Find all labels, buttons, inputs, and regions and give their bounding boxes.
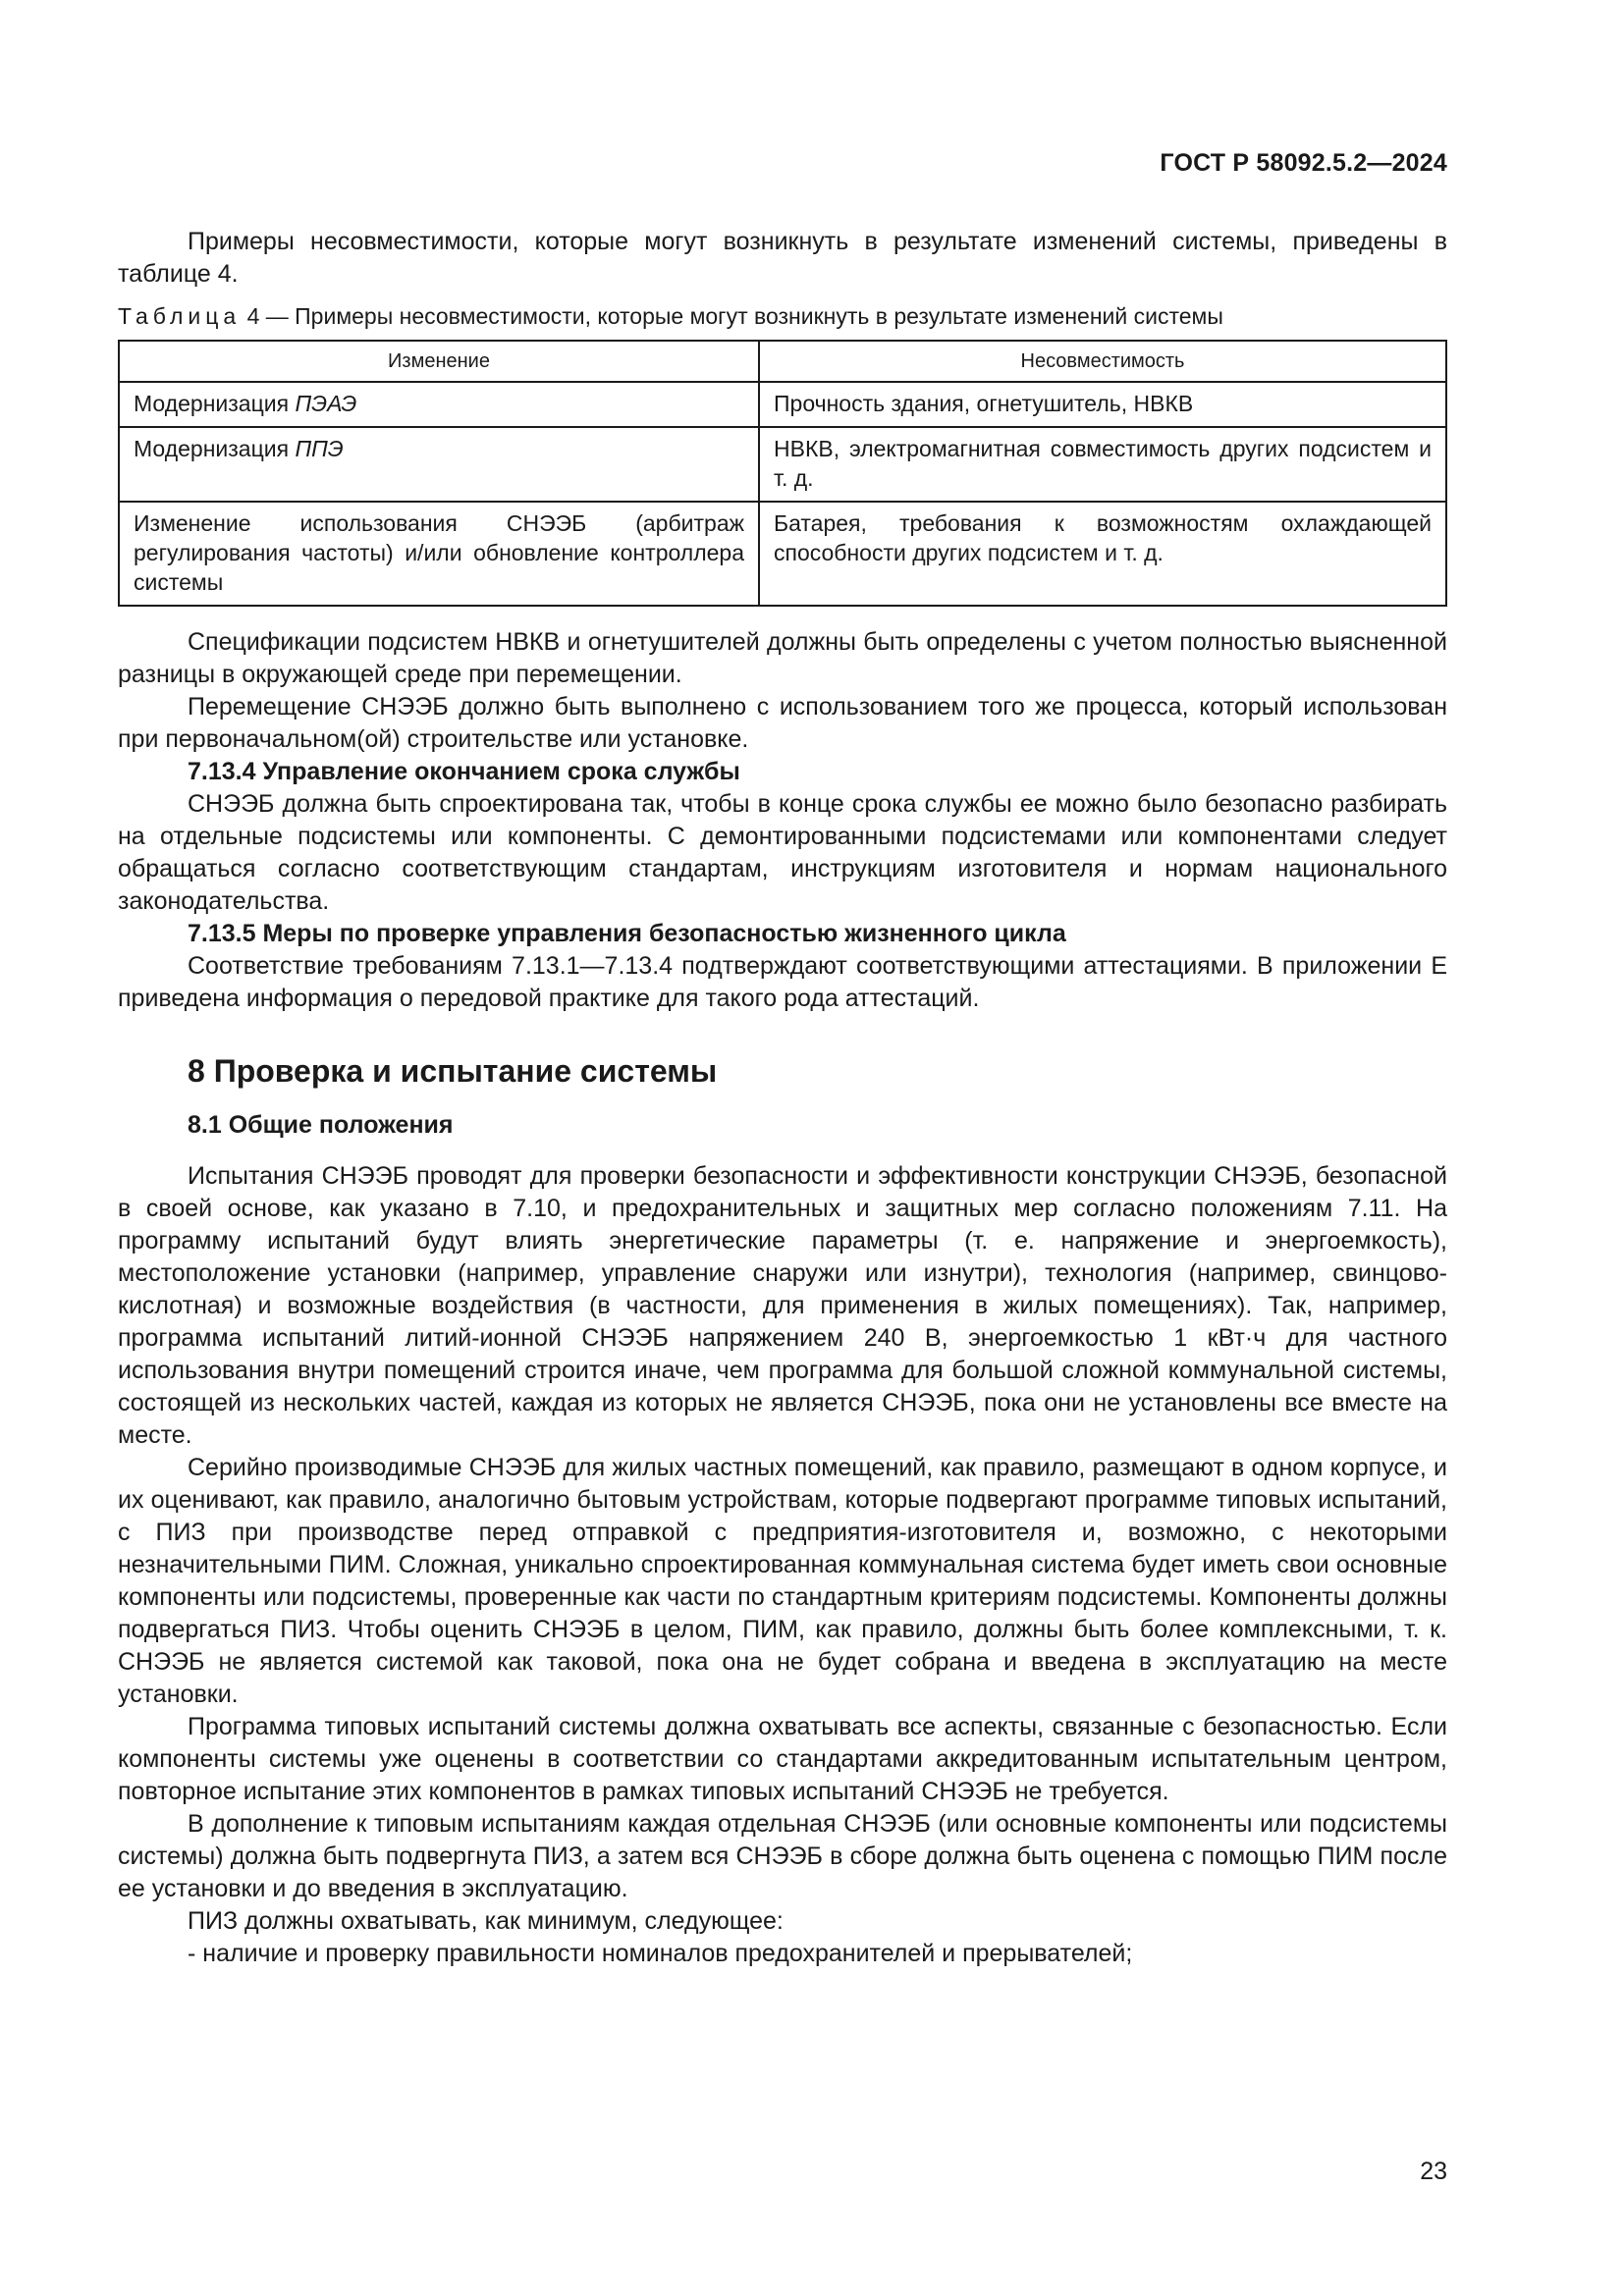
table-header-row: [119, 341, 1446, 382]
table-caption-text: 4 — Примеры несовместимости, которые могут возникнуть в результате изменений системы: [246, 303, 1223, 329]
body-paragraph: Серийно производимые СНЭЭБ для жилых частных помещений, как правило, размещают в одном корпусе, и их оценивают, как правило, аналогично бытовым устройствам, которые подвергают программе типовых испытаний, с ПИЗ при производстве перед отправкой с предприятия-изготовителя и, возможно, с некоторыми незначительными ПИМ. Сложная, уникально спроектированная коммунальная система будет иметь свои основные компоненты или подсистемы, проверенные как части по стандартным критериям подсистемы. Компоненты должны подвергаться ПИЗ. Чтобы оценить СНЭЭБ в целом, ПИМ, как правило, должны быть более комплексными, т. к. СНЭЭБ не является системой как таковой, пока она не будет собрана и введена в эксплуатацию на месте установки.: [118, 1454, 1447, 1708]
table-caption-word: Таблица: [118, 303, 242, 329]
body-paragraph: Спецификации подсистем НВКВ и огнетушителей должны быть определены с учетом полностью выясненной разницы в окружающей среде при перемещении.: [118, 628, 1447, 688]
table-cell-change: [119, 427, 759, 502]
table-cell-incompatibility: Батарея, требования к возможностям охлаждающей способности других подсистем и т. д.: [759, 502, 1446, 606]
column-header-change: Изменение: [119, 341, 759, 382]
body-paragraph: Соответствие требованиям 7.13.1—7.13.4 подтверждают соответствующими аттестациями. В приложении Е приведена информация о передовой практике для такого рода аттестаций.: [118, 952, 1447, 1012]
table-cell-change: Изменение использования СНЭЭБ (арбитраж регулирования частоты) и/или обновление контроллера системы: [119, 502, 759, 606]
body-paragraph: Программа типовых испытаний системы должна охватывать все аспекты, связанные с безопасностью. Если компоненты системы уже оценены в соответствии со стандартами аккредитованным испытательным центром, повторное испытание этих компонентов в рамках типовых испытаний СНЭЭБ не требуется.: [118, 1713, 1447, 1805]
list-item: - наличие и проверку правильности номиналов предохранителей и прерывателей;: [188, 1940, 1133, 1967]
table-cell-change: [119, 382, 759, 427]
page-number: 23: [1420, 2158, 1447, 2185]
body-paragraph: ПИЗ должны охватывать, как минимум, следующее:: [188, 1907, 784, 1935]
body-paragraph: В дополнение к типовым испытаниям каждая отдельная СНЭЭБ (или основные компоненты или подсистемы системы) должна быть подвергнута ПИЗ, а затем вся СНЭЭБ в сборе должна быть оценена с помощью ПИМ после ее установки и до введения в эксплуатацию.: [118, 1810, 1447, 1902]
document-header: ГОСТ Р 58092.5.2—2024: [1160, 149, 1447, 177]
section-heading-8-1: 8.1 Общие положения: [188, 1111, 454, 1139]
cell-abbreviation: ППЭ: [295, 436, 344, 461]
body-paragraph: Перемещение СНЭЭБ должно быть выполнено с использованием того же процесса, который использован при первоначальном(ой) строительстве или установке.: [118, 693, 1447, 753]
page-content: [118, 226, 1447, 1970]
body-paragraph: Испытания СНЭЭБ проводят для проверки безопасности и эффективности конструкции СНЭЭБ, безопасной в своей основе, как указано в 7.10, и предохранительных и защитных мер согласно положениям 7.11. На программу испытаний будут влиять энергетические параметры (т. е. напряжение и энергоемкость), местоположение установки (например, управление снаружи или изнутри), технология (например, свинцово-кислотная) и возможные воздействия (в частности, для применения в жилых помещениях). Так, например, программа испытаний литий-ионной СНЭЭБ напряжением 240 В, энергоемкостью 1 кВт·ч для частного использования внутри помещений строится иначе, чем программа для большой сложной коммунальной системы, состоящей из нескольких частей, каждая из которых не является СНЭЭБ, пока они не установлены все вместе на месте.: [118, 1162, 1447, 1449]
cell-text: Модернизация: [134, 436, 296, 461]
table-row: [119, 502, 1446, 606]
intro-paragraph: Примеры несовместимости, которые могут возникнуть в результате изменений системы, приведены в таблице 4.: [118, 228, 1447, 288]
section-heading-7-13-4: 7.13.4 Управление окончанием срока службы: [188, 758, 740, 785]
table-cell-incompatibility: НВКВ, электромагнитная совместимость других подсистем и т. д.: [759, 427, 1446, 502]
section-heading-8: 8 Проверка и испытание системы: [188, 1053, 718, 1089]
cell-text: Модернизация: [134, 391, 296, 416]
incompatibility-table: [118, 340, 1447, 607]
body-paragraph: СНЭЭБ должна быть спроектирована так, чтобы в конце срока службы ее можно было безопасно разбирать на отдельные подсистемы или компоненты. С демонтированными подсистемами или компонентами следует обращаться согласно соответствующим стандартам, инструкциям изготовителя и нормам национального законодательства.: [118, 790, 1447, 915]
section-heading-7-13-5: 7.13.5 Меры по проверке управления безопасностью жизненного цикла: [188, 920, 1066, 947]
table-row: [119, 382, 1446, 427]
cell-abbreviation: ПЭАЭ: [295, 391, 357, 416]
table-caption: [118, 301, 1447, 331]
table-row: [119, 427, 1446, 502]
column-header-incompatibility: Несовместимость: [759, 341, 1446, 382]
table-cell-incompatibility: Прочность здания, огнетушитель, НВКВ: [759, 382, 1446, 427]
